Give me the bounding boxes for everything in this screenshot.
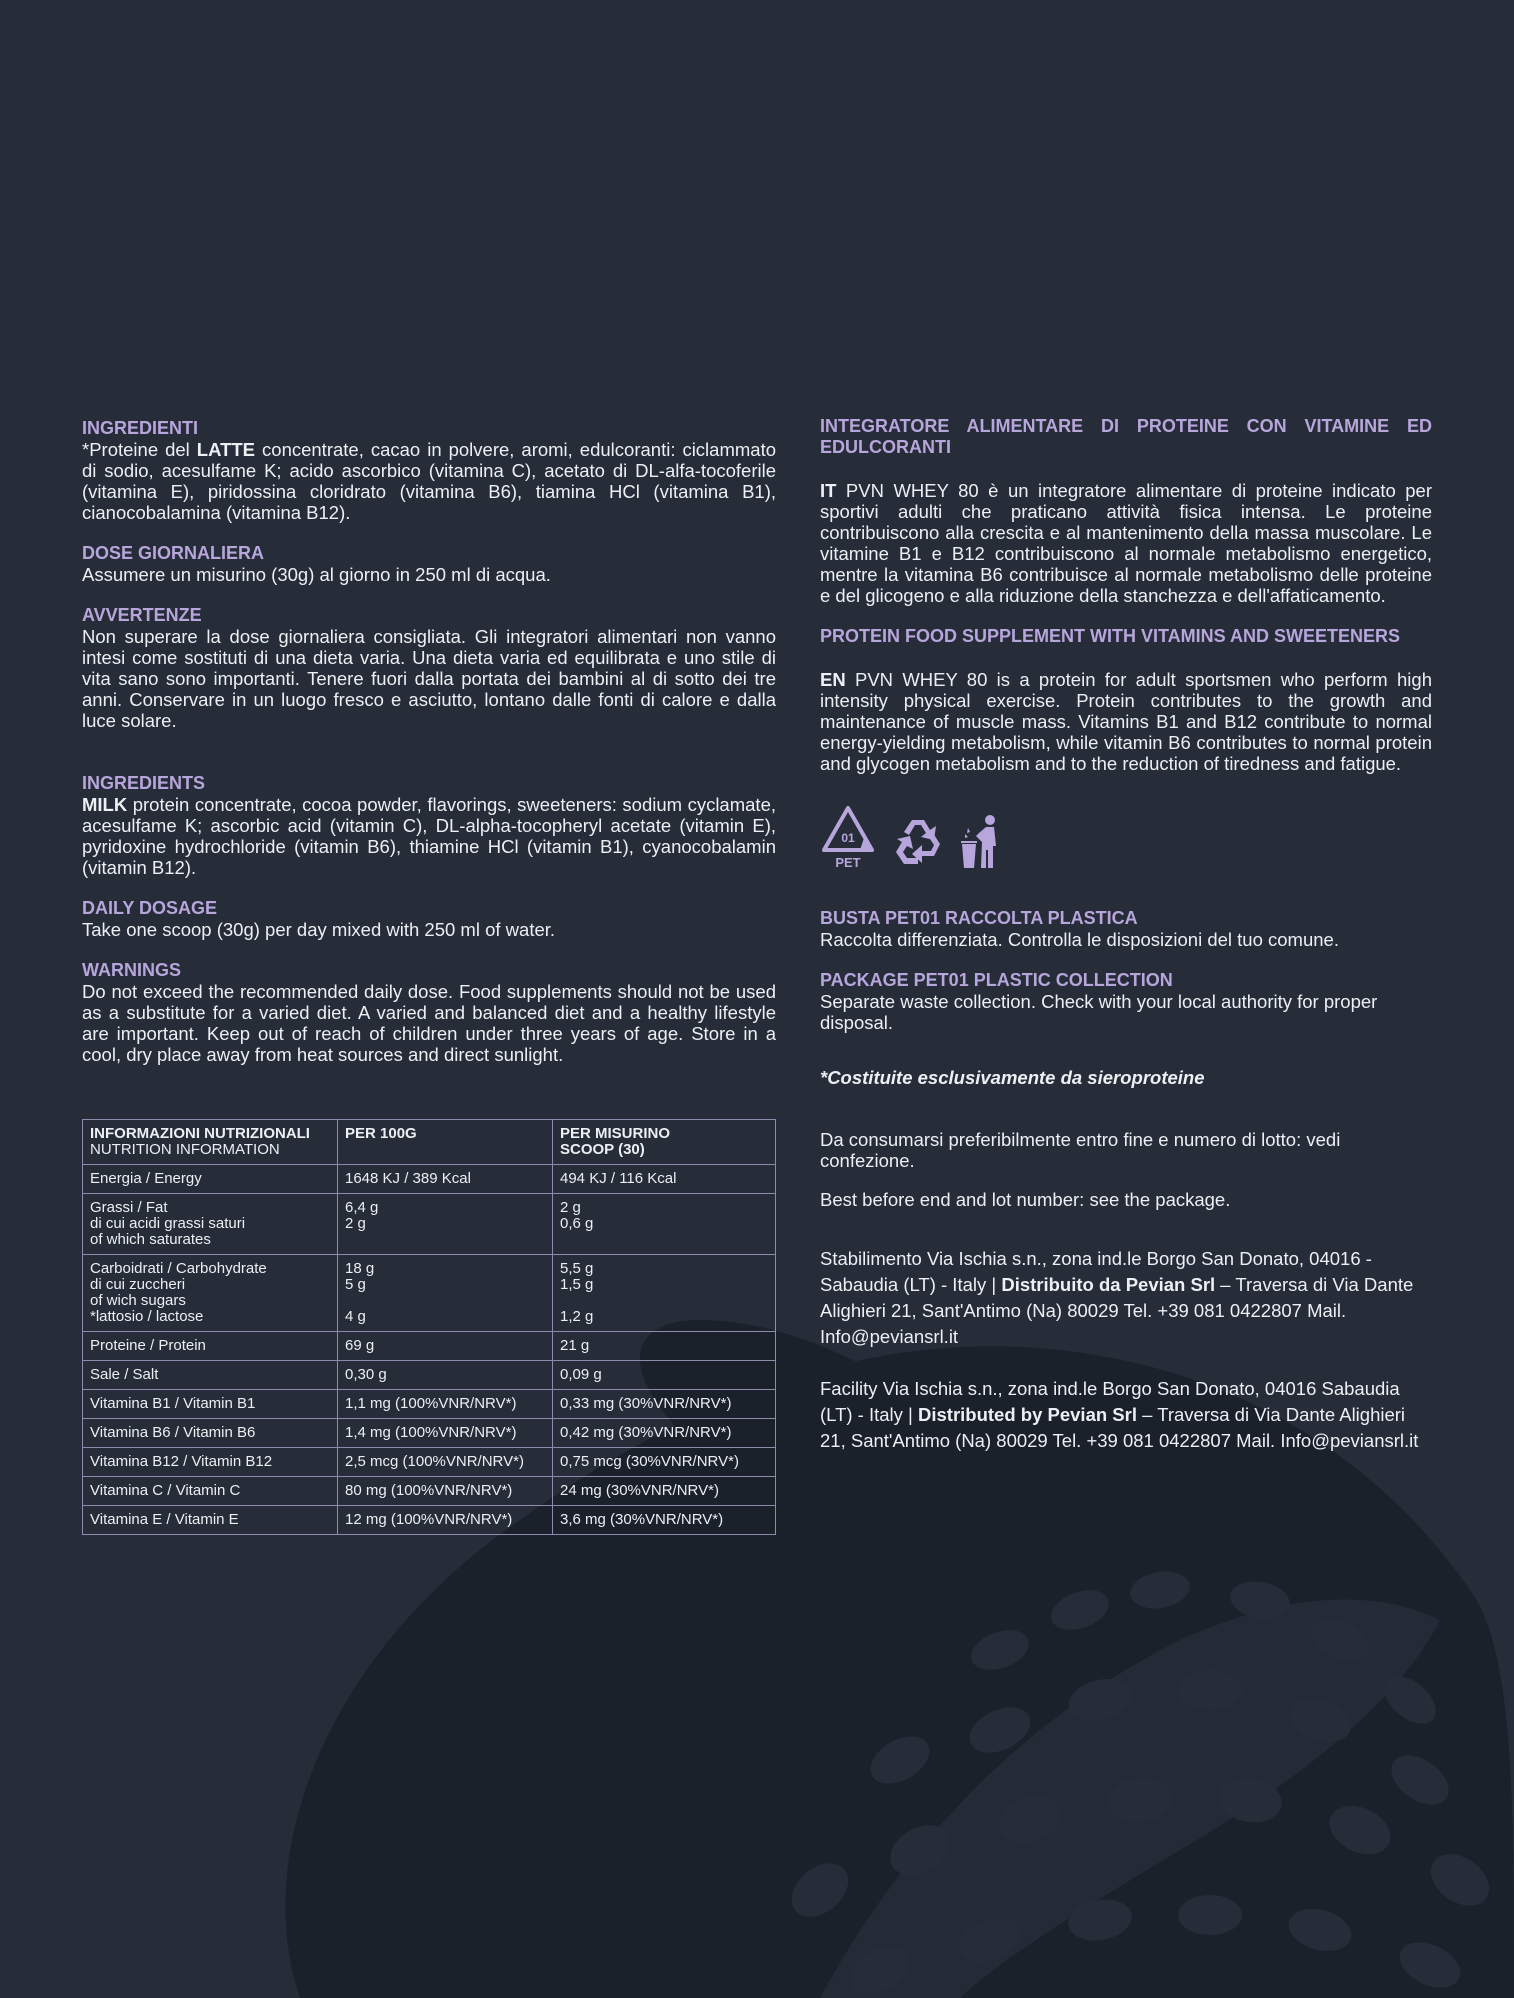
recycling-icons <box>820 804 1432 870</box>
row-label: Vitamina B12 / Vitamin B12 <box>83 1448 338 1477</box>
address-en <box>820 1376 1432 1454</box>
best-before-it: Da consumarsi preferibilmente entro fine e numero di lotto: vedi confezione. <box>820 1129 1341 1171</box>
row-value-100g: 0,30 g <box>338 1361 553 1390</box>
row-label <box>83 1194 338 1255</box>
busta-section <box>820 908 1432 950</box>
row-label <box>83 1255 338 1332</box>
table-row <box>83 1194 776 1255</box>
ingredienti-allergen: LATTE <box>196 439 256 460</box>
lactose-label: *lattosio / lactose <box>90 1308 204 1325</box>
svg-text:01: 01 <box>841 831 855 845</box>
address-it <box>820 1246 1432 1350</box>
saturates-label-en: of which saturates <box>90 1231 211 1248</box>
avvertenze-text: Non superare la dose giornaliera consigliata. Gli integratori alimentari non vanno intesi come sostituti di una dieta varia. Una dieta varia ed equilibrata e uno stile di vita sano sono importanti. Tenere fuori dalla portata dei bambini al di sotto dei tre anni. Conservare in un luogo fresco e asciutto, lontano dalle fonti di calore e dalla luce solare. <box>82 626 776 731</box>
lactose-100g: 4 g <box>345 1308 366 1325</box>
dose-section <box>82 543 776 585</box>
row-label: Vitamina B1 / Vitamin B1 <box>83 1390 338 1419</box>
table-row <box>83 1361 776 1390</box>
row-value-100g: 1,1 mg (100%VNR/NRV*) <box>338 1390 553 1419</box>
table-row <box>83 1506 776 1535</box>
ingredienti-post: concentrate, cacao in polvere, aromi, edulcoranti: ciclammato di sodio, acesulfame K; acido ascorbico (vitamina C), acetato di DL-alfa-tocoferile (vitamina E), piridossina cloridrato (vitamina B6), tiamina HCl (vitamina B1), cianocobalamina (vitamina B12). <box>82 439 776 523</box>
carb-100g: 18 g <box>345 1260 375 1277</box>
table-row <box>83 1255 776 1332</box>
table-row <box>83 1332 776 1361</box>
row-label: Sale / Salt <box>83 1361 338 1390</box>
row-label: Vitamina B6 / Vitamin B6 <box>83 1419 338 1448</box>
dose-heading: DOSE GIORNALIERA <box>82 543 265 563</box>
fat-scoop: 2 g <box>560 1199 581 1216</box>
en-description-text: PVN WHEY 80 is a protein for adult sportsmen who perform high intensity physical exercise. Protein contributes to the growth and maintenance of muscle mass. Vitamins B1 and B12 contribute to normal energy-yielding metabolism, while vitamin B6 contributes to normal protein and glycogen metabolism and to the reduction of tiredness and fatigue. <box>820 669 1432 774</box>
header-label-it: INFORMAZIONI NUTRIZIONALI <box>90 1125 310 1142</box>
row-value-scoop: 0,75 mcg (30%VNR/NRV*) <box>553 1448 776 1477</box>
avvertenze-heading: AVVERTENZE <box>82 605 202 625</box>
row-value-scoop: 0,33 mg (30%VNR/NRV*) <box>553 1390 776 1419</box>
address-it-post: – Traversa di Via Dante Alighieri 21, Sant'Antimo (Na) 80029 Tel. +39 081 0422807 Mail. Info@peviansrl.it <box>820 1274 1414 1347</box>
en-product-heading: PROTEIN FOOD SUPPLEMENT WITH VITAMINS AND SWEETENERS <box>820 626 1401 646</box>
package-section <box>820 970 1432 1033</box>
package-heading: PACKAGE PET01 PLASTIC COLLECTION <box>820 970 1173 990</box>
busta-text: Raccolta differenziata. Controlla le disposizioni del tuo comune. <box>820 929 1339 950</box>
row-label: Vitamina E / Vitamin E <box>83 1506 338 1535</box>
table-row <box>83 1390 776 1419</box>
ingredienti-heading: INGREDIENTI <box>82 418 199 438</box>
address-it-pre: Stabilimento Via Ischia s.n., zona ind.le Borgo San Donato, 04016 - Sabaudia (LT) - Italy | <box>820 1248 1372 1295</box>
row-value-100g <box>338 1194 553 1255</box>
row-value-100g: 2,5 mcg (100%VNR/NRV*) <box>338 1448 553 1477</box>
ingredienti-section <box>82 418 776 523</box>
dose-text: Assumere un misurino (30g) al giorno in 250 ml di acqua. <box>82 564 551 585</box>
ingredients-allergen: MILK <box>82 794 128 815</box>
row-value-100g: 1648 KJ / 389 Kcal <box>338 1165 553 1194</box>
saturates-scoop: 0,6 g <box>560 1215 594 1232</box>
saturates-label-it: di cui acidi grassi saturi <box>90 1215 246 1232</box>
table-header-label <box>83 1120 338 1165</box>
ingredienti-text <box>82 439 776 523</box>
best-before-en: Best before end and lot number: see the package. <box>820 1189 1231 1210</box>
carb-scoop: 5,5 g <box>560 1260 594 1277</box>
sugars-label-en: of wich sugars <box>90 1292 186 1309</box>
table-header-per100: PER 100G <box>338 1120 553 1165</box>
avvertenze-section <box>82 605 776 731</box>
it-language-tag: IT <box>820 480 837 501</box>
sugars-label-it: di cui zuccheri <box>90 1276 186 1293</box>
distributor-en: Distributed by Pevian Srl <box>918 1404 1137 1425</box>
right-column <box>820 416 1432 1454</box>
table-row <box>83 1419 776 1448</box>
address-en-post: – Traversa di Via Dante Alighieri 21, Sant'Antimo (Na) 80029 Tel. +39 081 0422807 Mail. Info@peviansrl.it <box>820 1404 1419 1451</box>
row-value-100g: 69 g <box>338 1332 553 1361</box>
warnings-text: Do not exceed the recommended daily dose. Food supplements should not be used as a substitute for a varied diet. A varied and balanced diet and a healthy lifestyle are important. Keep out of reach of children under three years of age. Store in a cool, dry place away from heat sources and direct sunlight. <box>82 981 776 1065</box>
saturates-100g: 2 g <box>345 1215 366 1232</box>
it-description <box>820 480 1432 606</box>
ingredienti-pre: *Proteine del <box>82 439 197 460</box>
recycle-icon <box>890 814 946 870</box>
svg-text:PET: PET <box>835 855 861 870</box>
row-value-100g: 80 mg (100%VNR/NRV*) <box>338 1477 553 1506</box>
row-label: Proteine / Protein <box>83 1332 338 1361</box>
header-scoop-l2: SCOOP (30) <box>560 1141 645 1158</box>
ingredients-section <box>82 773 776 878</box>
row-value-100g: 12 mg (100%VNR/NRV*) <box>338 1506 553 1535</box>
dosage-text: Take one scoop (30g) per day mixed with 250 ml of water. <box>82 919 556 940</box>
fat-100g: 6,4 g <box>345 1199 379 1216</box>
ingredients-text <box>82 794 776 878</box>
dosage-heading: DAILY DOSAGE <box>82 898 218 918</box>
table-row <box>83 1477 776 1506</box>
ingredients-heading: INGREDIENTS <box>82 773 206 793</box>
left-column <box>82 418 776 1085</box>
tidyman-icon <box>960 814 1004 870</box>
ingredients-post: protein concentrate, cocoa powder, flavorings, sweeteners: sodium cyclamate, acesulfame K; ascorbic acid (vitamin C), DL-alpha-tocopheryl acetate (vitamin E), pyridoxine hydrochloride (vitamin B6), thiamine HCl (vitamin B1), cyanocobalamin (vitamin B12). <box>82 794 776 878</box>
row-label: Vitamina C / Vitamin C <box>83 1477 338 1506</box>
warnings-section <box>82 960 776 1065</box>
table-header-row <box>83 1120 776 1165</box>
pet-recycling-icon <box>820 804 876 870</box>
it-description-text: PVN WHEY 80 è un integratore alimentare di proteine indicato per sportivi adulti che praticano attività fisica intensa. Le proteine contribuiscono alla crescita e al mantenimento della massa muscolare. Le vitamine B1 e B12 contribuiscono al normale metabolismo energetico, mentre la vitamina B6 contribuisce al normale metabolismo delle proteine e del glicogeno e alla riduzione della stanchezza e dell'affaticamento. <box>820 480 1432 606</box>
it-product-heading: INTEGRATORE ALIMENTARE DI PROTEINE CON VITAMINE ED EDULCORANTI <box>820 416 1432 457</box>
table-header-scoop <box>553 1120 776 1165</box>
package-text: Separate waste collection. Check with your local authority for proper disposal. <box>820 991 1378 1033</box>
distributor-it: Distribuito da Pevian Srl <box>1001 1274 1216 1295</box>
row-value-100g: 1,4 mg (100%VNR/NRV*) <box>338 1419 553 1448</box>
row-value-scoop: 3,6 mg (30%VNR/NRV*) <box>553 1506 776 1535</box>
dosage-section <box>82 898 776 940</box>
nutrition-table <box>82 1119 776 1535</box>
carb-label: Carboidrati / Carbohydrate <box>90 1260 267 1277</box>
address-en-pre: Facility Via Ischia s.n., zona ind.le Borgo San Donato, 04016 Sabaudia (LT) - Italy | <box>820 1378 1400 1425</box>
en-language-tag: EN <box>820 669 846 690</box>
row-value-scoop <box>553 1194 776 1255</box>
en-description <box>820 669 1432 774</box>
row-value-scoop <box>553 1255 776 1332</box>
header-label-en: NUTRITION INFORMATION <box>90 1141 280 1158</box>
table-row <box>83 1448 776 1477</box>
row-value-100g <box>338 1255 553 1332</box>
lactose-scoop: 1,2 g <box>560 1308 594 1325</box>
row-value-scoop: 24 mg (30%VNR/NRV*) <box>553 1477 776 1506</box>
whey-footnote: *Costituite esclusivamente da sieroproteine <box>820 1067 1205 1088</box>
warnings-heading: WARNINGS <box>82 960 181 980</box>
fat-label: Grassi / Fat <box>90 1199 168 1216</box>
row-value-scoop: 0,09 g <box>553 1361 776 1390</box>
sugars-scoop: 1,5 g <box>560 1276 594 1293</box>
row-value-scoop: 21 g <box>553 1332 776 1361</box>
table-row <box>83 1165 776 1194</box>
header-scoop-l1: PER MISURINO <box>560 1125 671 1142</box>
row-value-scoop: 494 KJ / 116 Kcal <box>553 1165 776 1194</box>
sugars-100g: 5 g <box>345 1276 366 1293</box>
row-label: Energia / Energy <box>83 1165 338 1194</box>
row-value-scoop: 0,42 mg (30%VNR/NRV*) <box>553 1419 776 1448</box>
busta-heading: BUSTA PET01 RACCOLTA PLASTICA <box>820 908 1138 928</box>
